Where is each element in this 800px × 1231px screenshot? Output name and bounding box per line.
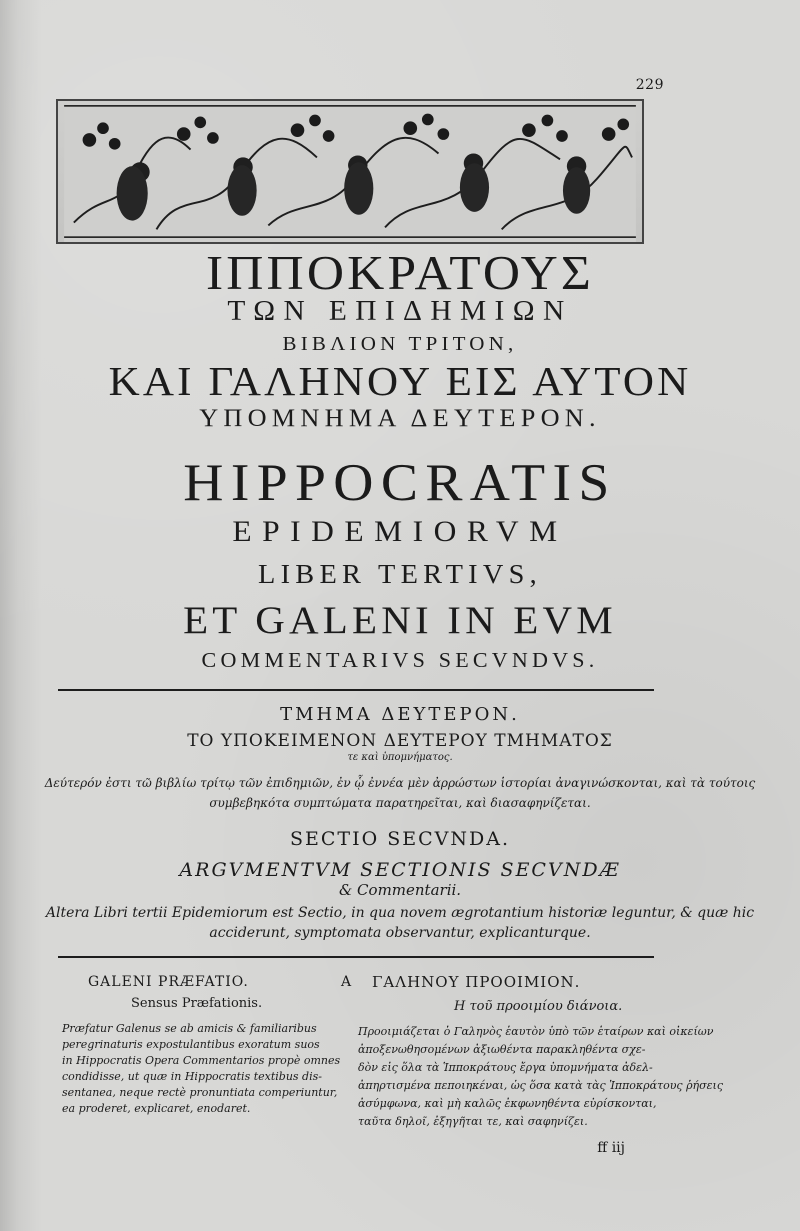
greek-title-line-3: ΒΙΒΛΙΟΝ ΤΡΙΤΟΝ,: [282, 333, 518, 355]
right-column-line: ἀσύμφωνα, καὶ μὴ καλῶς ἐκφωνηθέντα εὑρίσκονται,: [358, 1097, 657, 1110]
greek-summary-line-2: συμβεβηκότα συμπτώματα παρατηρεῖται, καὶ διασαφηνίζεται.: [209, 796, 591, 810]
right-column-heading: ΓΑΛΗΝΟΥ ΠΡΟΟΙΜΙΟΝ.: [372, 973, 581, 991]
ornament-cherub-body-4: [460, 163, 489, 212]
greek-summary-line-1: Δεύτερόν ἐστι τῶ βιβλίω τρίτῳ τῶν ἐπιδημιῶν, ἐν ᾧ ἐννέα μὲν ἀρρώστων ἱστορίαι ἀναγινώσκονται, καὶ τὰ τούτοις: [44, 776, 756, 790]
latin-title-line-1: HIPPOCRATIS: [183, 454, 617, 512]
greek-title-line-1: ΙΠΠΟΚΡΑΤΟΥΣ: [205, 245, 595, 300]
greek-section-minor-line: τε καὶ ὑπομνήματος.: [347, 752, 453, 763]
right-column-line: ἀπηρτισμένα πεποιηκέναι, ὡς ὅσα κατὰ τὰς Ἱπποκράτους ῥήσεις: [358, 1079, 724, 1092]
column-section-rule: [58, 956, 654, 958]
ornamental-header-band: [56, 99, 644, 244]
left-column-line: ea proderet, explicaret, enodaret.: [62, 1102, 251, 1115]
latin-title-line-4: ET GALENI IN EVM: [183, 599, 617, 642]
left-column-heading: GALENI PRÆFATIO.: [88, 974, 249, 990]
greek-section-heading: ΤΜΗΜΑ ΔΕΥΤΕΡΟΝ.: [280, 704, 520, 725]
top-section-rule: [58, 689, 654, 691]
greek-title-line-5: ΥΠΟΜΝΗΜΑ ΔΕΥΤΕΡΟΝ.: [199, 405, 601, 432]
right-column-line: ταῦτα δηλοῖ, ἐξηγῆται τε, καὶ σαφηνίζει.: [358, 1115, 588, 1128]
ornament-cherub-body-5: [563, 167, 590, 214]
latin-summary-line-2: acciderunt, symptomata observantur, explicanturque.: [209, 925, 591, 941]
latin-title-line-5: COMMENTARIVS SECVNDVS.: [201, 648, 599, 672]
ornament-cherub-body-1: [117, 166, 148, 220]
latin-summary-line-1: Altera Libri tertii Epidemiorum est Sectio, in qua novem ægrotantium historiæ leguntur, & quæ hic: [45, 905, 755, 921]
left-column-line: in Hippocratis Opera Commentarios propè omnes: [62, 1054, 341, 1067]
ornament-illustration: [58, 101, 642, 242]
left-column-line: Præfatur Galenus se ab amicis & familiaribus: [62, 1022, 317, 1035]
argumentum-heading: ARGVMENTVM SECTIONIS SECVNDÆ: [179, 859, 621, 881]
right-column-line: Προοιμιάζεται ὁ Γαληνὸς ἑαυτὸν ὑπὸ τῶν ἑταίρων καὶ οἰκείων: [358, 1025, 714, 1038]
ornament-cherub-body-2: [227, 165, 256, 216]
right-column-line: δὸν εἰς ὅλα τὰ Ἱπποκράτους ἔργα ὑπομνήματα ἀδελ-: [358, 1061, 653, 1074]
left-column-line: peregrinaturis expostulantibus exoratum suos: [62, 1038, 320, 1051]
left-column-line: condidisse, ut quæ in Hippocratis textibus dis-: [62, 1070, 322, 1083]
commentarii-subheading: & Commentarii.: [338, 881, 462, 899]
greek-section-subheading: ΤΟ ΥΠΟΚΕΙΜΕΝΟΝ ΔΕΥΤΕΡΟΥ ΤΜΗΜΑΤΟΣ: [187, 731, 613, 751]
left-column-line: sentanea, neque rectè pronuntiata comperiuntur,: [62, 1086, 338, 1099]
signature-mark: ff iij: [597, 1140, 625, 1156]
right-column-line: ἀποξενωθησομένων ἀξιωθέντα παρακληθέντα σχε-: [358, 1043, 646, 1056]
latin-title-line-3: LIBER TERTIVS,: [258, 559, 542, 589]
column-marker: A: [340, 974, 352, 990]
ornament-cherub-body-3: [344, 162, 373, 215]
latin-title-line-2: EPIDEMIORVM: [232, 515, 568, 548]
page-number: 229: [635, 77, 664, 93]
right-column-subheading: Η τοῦ προοιμίου διάνοια.: [454, 999, 623, 1014]
greek-title-line-4: ΚΑΙ ΓΑΛΗΝΟΥ ΕΙΣ ΑΥΤΟΝ: [108, 358, 692, 404]
latin-section-heading: SECTIO SECVNDA.: [290, 828, 510, 850]
left-column-subheading: Sensus Præfationis.: [131, 996, 263, 1011]
greek-title-line-2: ΤΩΝ ΕΠΙΔΗΜΙΩΝ: [227, 296, 573, 327]
